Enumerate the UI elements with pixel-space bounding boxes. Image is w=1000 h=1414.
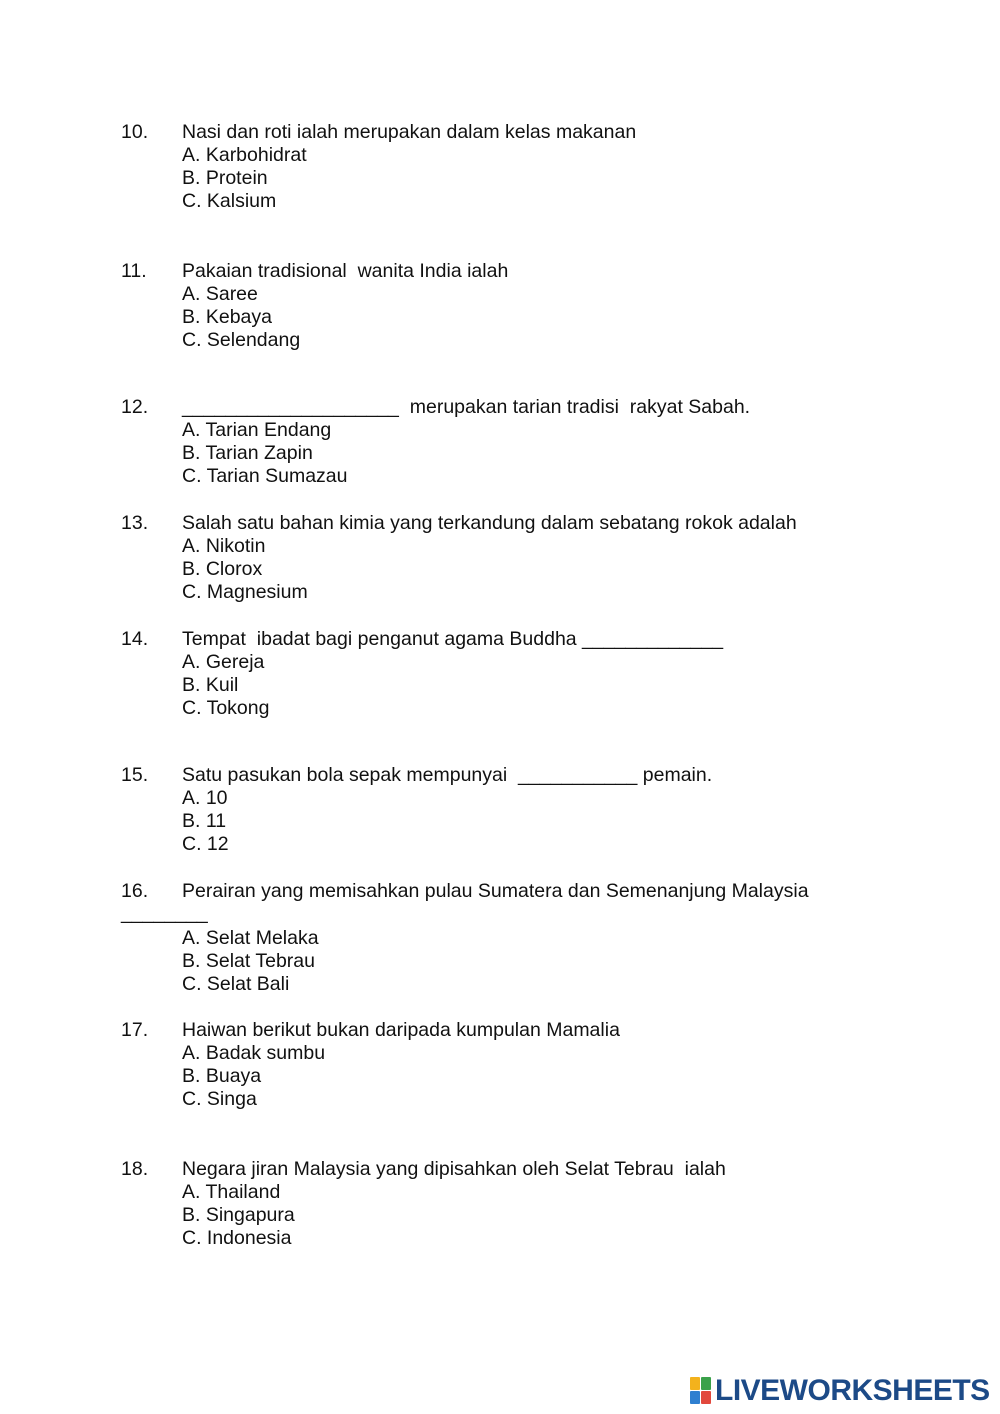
question-number: 15. [121,764,149,786]
question-stem: Pakaian tradisional wanita India ialah [182,260,509,282]
question-stem: Negara jiran Malaysia yang dipisahkan oleh Selat Tebrau ialah [182,1158,726,1180]
option-c: C. Kalsium [182,190,277,212]
option-b: B. Selat Tebrau [182,950,315,972]
question-stem: Salah satu bahan kimia yang terkandung dalam sebatang rokok adalah [182,512,797,534]
option-a: A. Saree [182,283,258,305]
question-stem: ____________________ merupakan tarian tradisi rakyat Sabah. [182,396,751,418]
option-b: B. 11 [182,810,227,832]
option-a: A. 10 [182,787,228,809]
option-c: C. Selat Bali [182,973,290,995]
option-c: C. Tokong [182,697,270,719]
question-number: 18. [121,1158,149,1180]
question-stem: Nasi dan roti ialah merupakan dalam kelas makanan [182,121,637,143]
question-number: 17. [121,1019,149,1041]
question-stem: Satu pasukan bola sepak mempunyai ___________ pemain. [182,764,713,786]
option-a: A. Selat Melaka [182,927,319,949]
logo-text: LIVEWORKSHEETS [715,1374,990,1407]
answer-blank: ________ [121,902,208,924]
option-b: B. Tarian Zapin [182,442,313,464]
question-number: 10. [121,121,149,143]
option-c: C. Singa [182,1088,257,1110]
option-a: A. Nikotin [182,535,266,557]
option-a: A. Tarian Endang [182,419,332,441]
question-stem: Tempat ibadat bagi penganut agama Buddha _____________ [182,628,724,650]
question-number: 12. [121,396,149,418]
option-b: B. Clorox [182,558,263,580]
option-b: B. Kebaya [182,306,272,328]
liveworksheets-logo [690,1374,990,1408]
option-c: C. Selendang [182,329,301,351]
question-number: 11. [121,260,147,282]
question-number: 16. [121,880,149,902]
option-b: B. Protein [182,167,268,189]
option-a: A. Gereja [182,651,265,673]
question-number: 14. [121,628,149,650]
option-b: B. Buaya [182,1065,262,1087]
option-b: B. Kuil [182,674,239,696]
option-c: C. Tarian Sumazau [182,465,348,487]
question-number: 13. [121,512,149,534]
option-c: C. Magnesium [182,581,308,603]
logo-mark-icon [690,1377,712,1405]
option-a: A. Badak sumbu [182,1042,326,1064]
option-c: C. Indonesia [182,1227,292,1249]
option-a: A. Thailand [182,1181,281,1203]
option-b: B. Singapura [182,1204,295,1226]
option-c: C. 12 [182,833,229,855]
question-stem: Perairan yang memisahkan pulau Sumatera dan Semenanjung Malaysia [182,880,809,902]
question-stem: Haiwan berikut bukan daripada kumpulan Mamalia [182,1019,620,1041]
option-a: A. Karbohidrat [182,144,307,166]
